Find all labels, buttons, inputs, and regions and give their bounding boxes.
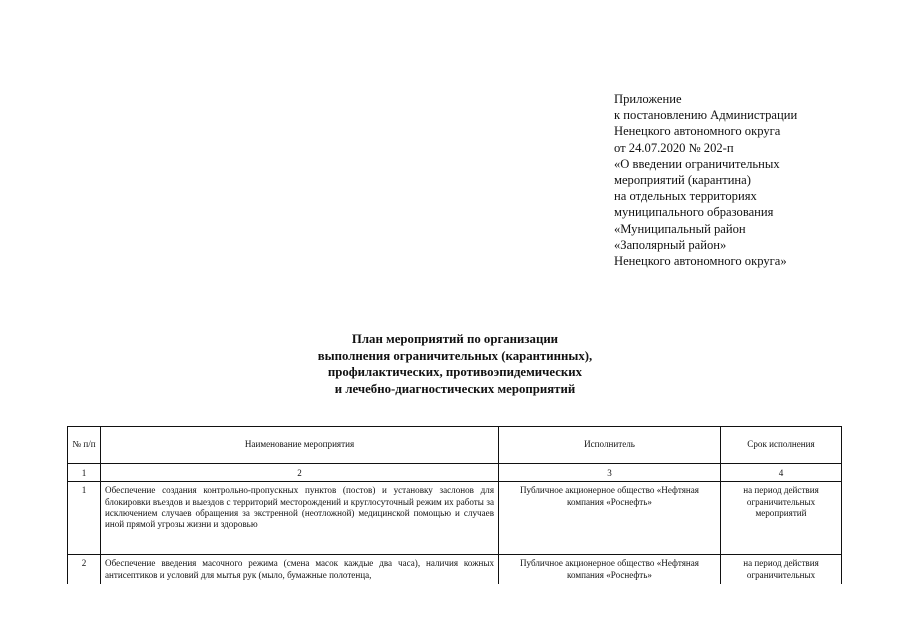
column-number-row: [68, 464, 842, 482]
row-name: Обеспечение создания контрольно-пропускных пунктов (постов) и установку заслонов для блокировки въездов и выездов с территорий месторождений и круглосуточный режим их работы за исключением случаев обращения за экстренной (неотложной) медицинской помощью и случаев иной прямой угрозы жизни и здоровью: [101, 482, 499, 555]
plan-table: [67, 426, 842, 584]
header-term: Срок исполнения: [721, 427, 842, 464]
row-executor: Публичное акционерное общество «Нефтяная компания «Роснефть»: [499, 482, 721, 555]
plan-title: [200, 331, 710, 397]
header-name: Наименование мероприятия: [101, 427, 499, 464]
title-line: выполнения ограничительных (карантинных),: [317, 348, 593, 363]
header-executor: Исполнитель: [499, 427, 721, 464]
column-number: 4: [721, 464, 842, 482]
appendix-line: мероприятий (карантина): [614, 173, 751, 188]
appendix-header: [614, 91, 894, 269]
appendix-line: муниципального образования: [614, 205, 774, 220]
table-row: [68, 482, 842, 555]
title-line: План мероприятий по организации: [351, 332, 559, 346]
header-num: № п/п: [68, 427, 101, 464]
table-header-row: [68, 427, 842, 464]
column-number: 2: [101, 464, 499, 482]
appendix-line: Приложение: [614, 92, 682, 106]
appendix-line: от 24.07.2020 № 202-п: [614, 140, 734, 155]
appendix-line: Ненецкого автономного округа: [614, 124, 781, 139]
column-number: 1: [68, 464, 101, 482]
row-term: на период действия ограничительных мероприятий: [721, 482, 842, 555]
appendix-line: «Заполярный район»: [614, 237, 727, 252]
appendix-line: «О введении ограничительных: [614, 156, 780, 171]
row-num: 2: [68, 555, 101, 584]
row-executor: Публичное акционерное общество «Нефтяная компания «Роснефть»: [499, 555, 721, 584]
column-number: 3: [499, 464, 721, 482]
title-line: и лечебно-диагностических мероприятий: [334, 381, 576, 396]
appendix-line: «Муниципальный район: [614, 221, 746, 236]
appendix-line: на отдельных территориях: [614, 189, 757, 204]
appendix-line: к постановлению Администрации: [614, 108, 798, 123]
row-name: Обеспечение введения масочного режима (смена масок каждые два часа), наличия кожных антисептиков и условий для мытья рук (мыло, бумажные полотенца,: [101, 555, 499, 584]
table-row: [68, 555, 842, 584]
appendix-line: Ненецкого автономного округа»: [614, 254, 787, 269]
row-term: на период действия ограничительных: [721, 555, 842, 584]
title-line: профилактических, противоэпидемических: [327, 365, 583, 379]
row-num: 1: [68, 482, 101, 555]
